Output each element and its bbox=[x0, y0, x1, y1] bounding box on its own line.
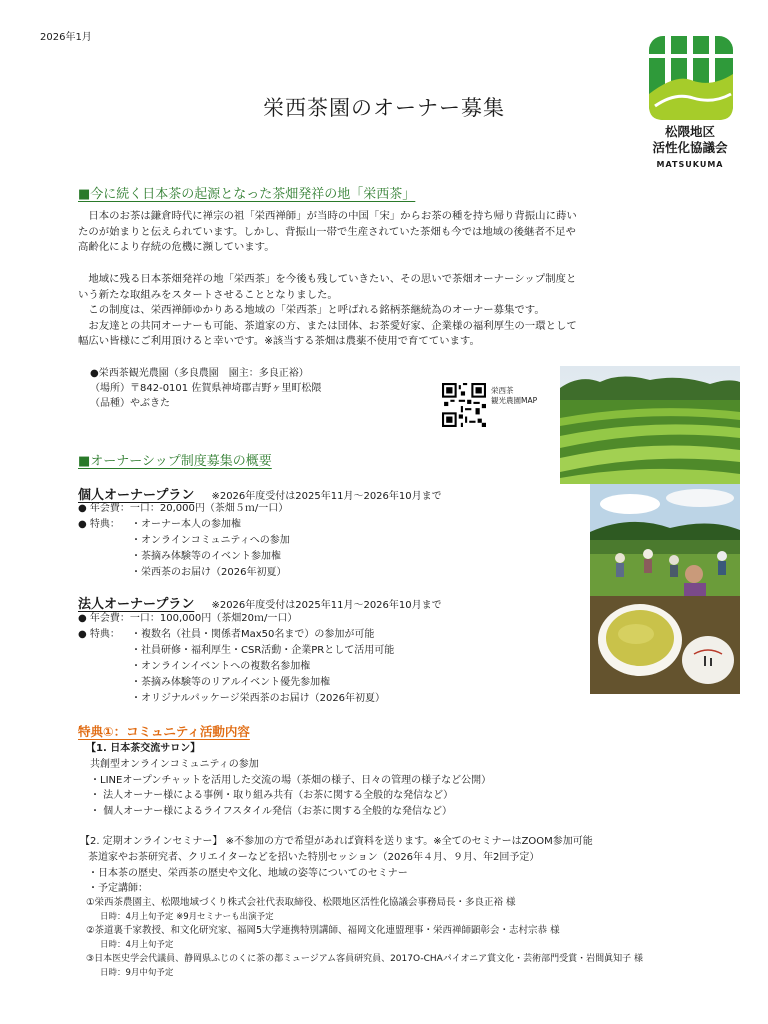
speaker-list bbox=[86, 896, 643, 980]
salon-line: ・LINEオープンチャットを活用した交流の場（茶畑の様子、日々の管理の様子など公開） bbox=[90, 774, 492, 786]
logo-sub: MATSUKUMA bbox=[656, 160, 724, 169]
purpose-line: いう新たな取組みをスタートさせることとなりました。 bbox=[78, 288, 338, 301]
qr-code[interactable] bbox=[442, 383, 486, 427]
section1-intro bbox=[78, 209, 698, 256]
tea-field-photo bbox=[560, 366, 740, 484]
section1-purpose bbox=[78, 272, 698, 350]
personal-benefits-label: ● 特典： bbox=[78, 519, 120, 530]
personal-plan-title: 個人オーナープラン bbox=[78, 488, 195, 503]
benefit-item: ・栄西茶のお届け（2026年初夏） bbox=[131, 567, 287, 578]
logo-line1: 松隈地区 bbox=[664, 124, 715, 139]
corporate-plan-note: ※2026年度受付は2025年11月～2026年10月まで bbox=[211, 600, 442, 611]
purpose-line: この制度は、栄西禅師ゆかりある地域の「栄西茶」と呼ばれる銘柄茶継続為のオーナー募集です。 bbox=[88, 304, 545, 316]
benefit-item: ・茶摘み体験等のイベント参加権 bbox=[131, 551, 281, 562]
corporate-plan-title: 法人オーナープラン bbox=[78, 597, 195, 612]
benefit-item: ・オーナー本人の参加権 bbox=[131, 519, 241, 530]
speaker-name: ②茶道裏千家教授、和文化研究家、福岡5大学連携特別講師、福岡文化連盟理事・栄西禅師顕彰会・志村宗恭 様 bbox=[86, 925, 560, 936]
benefit-item: ・茶摘み体験等のリアルイベント優先参加権 bbox=[131, 677, 331, 688]
map-label-line: 栄西茶 bbox=[491, 386, 514, 395]
corporate-plan bbox=[78, 593, 442, 612]
map-label-line: 観光農園MAP bbox=[491, 396, 538, 405]
benefit-item: ・オリジナルパッケージ栄西茶のお届け（2026年初夏） bbox=[131, 693, 386, 704]
benefit-item: ・オンラインコミュニティへの参加 bbox=[131, 535, 290, 546]
salon-title: 【1. 日本茶交流サロン】 bbox=[86, 743, 201, 754]
section3-heading: 特典①：コミュニティ活動内容 bbox=[78, 724, 250, 739]
map-label bbox=[491, 386, 537, 406]
personal-benefits bbox=[131, 517, 290, 581]
matsukuma-logo bbox=[645, 34, 737, 122]
personal-fee: ● 年会費：一口：20,000円（茶畑５ｍ/一口） bbox=[78, 503, 289, 514]
purpose-line: お友達との共同オーナーも可能、茶道家の方、または団体、お茶愛好家、企業様の福利厚生の一環として bbox=[88, 319, 577, 332]
speaker-name: ③日本医史学会代議員、静岡県ふじのくに茶の都ミュージアム客員研究員、2017O-CHAパイオニア賞文化・芸術部門受賞・岩間眞知子 様 bbox=[86, 954, 644, 964]
seminar-line: ・予定講師： bbox=[88, 883, 148, 894]
seminar-title-note: ※不参加の方で希望があれば資料を送ります。※全てのセミナーはZOOM参加可能 bbox=[225, 836, 593, 847]
corporate-benefits bbox=[131, 627, 394, 707]
section1-heading: ■今に続く日本茶の起源となった茶畑発祥の地「栄西茶」 bbox=[78, 187, 416, 202]
speaker-date: 日時：9月中旬予定 bbox=[100, 968, 174, 978]
intro-line: 日本のお茶は鎌倉時代に禅宗の祖「栄西禅師」が当時の中国「宋」からお茶の種を持ち帰り背振山に蒔い bbox=[88, 210, 577, 222]
tea-cup-photo bbox=[590, 596, 740, 694]
salon-line: ・ 法人オーナー様による事例・取り組み共有（お茶に関する全般的な発信など） bbox=[90, 790, 454, 801]
intro-line: たのが始まりと伝えられています。しかし、背振山一帯で生産されていた茶畑も今では地域の後継者不足や bbox=[78, 225, 576, 238]
farm-info bbox=[90, 366, 321, 411]
purpose-line: 幅広い皆様にご利用頂けると幸いです。※該当する茶畑は農薬不使用で育てています。 bbox=[78, 335, 480, 347]
salon-line: 共創型オンラインコミュニティの参加 bbox=[90, 759, 259, 770]
farm-variety: （品種）やぶきた bbox=[90, 398, 170, 409]
issue-date: 2026年1月 bbox=[40, 32, 92, 43]
benefit-item: ・オンラインイベントへの複数名参加権 bbox=[131, 661, 311, 672]
salon-details bbox=[90, 757, 491, 819]
farm-location: （場所）〒842-0101 佐賀県神埼郡吉野ヶ里町松隈 bbox=[90, 383, 322, 394]
speaker-date: 日時：4月上旬予定 ※9月セミナーも出演予定 bbox=[100, 912, 274, 922]
purpose-line: 地域に残る日本茶畑発祥の地「栄西茶」を今後も残していきたい、その思いで茶畑オーナーシップ制度と bbox=[88, 273, 577, 285]
page-title: 栄西茶園のオーナー募集 bbox=[263, 96, 505, 120]
seminar-line: 茶道家やお茶研究者、クリエイターなどを招いた特別セッション（2026年４月、９月、年2回予定） bbox=[88, 852, 540, 863]
tea-picking-photo bbox=[590, 484, 740, 596]
logo-line2: 活性化協議会 bbox=[652, 140, 728, 155]
corporate-fee: ● 年会費：一口：100,000円（茶畑20ｍ/一口） bbox=[78, 613, 298, 624]
section2-heading: ■オーナーシップ制度募集の概要 bbox=[78, 454, 272, 469]
intro-line: 高齢化により存続の危機に瀕しています。 bbox=[78, 241, 275, 253]
seminar-line: ・日本茶の歴史、栄西茶の歴史や文化、地域の姿等についてのセミナー bbox=[88, 867, 408, 879]
benefit-item: ・複数名（社員・関係者Max50名まで）の参加が可能 bbox=[131, 629, 375, 640]
corporate-benefits-label: ● 特典： bbox=[78, 629, 120, 640]
seminar-details bbox=[88, 850, 539, 897]
speaker-name: ①栄西茶農園主、松隈地域づくり株式会社代表取締役、松隈地区活性化協議会事務局長・多良正裕 様 bbox=[86, 897, 516, 908]
logo-text bbox=[628, 124, 752, 156]
benefit-item: ・社員研修・福利厚生・CSR活動・企業PRとして活用可能 bbox=[131, 645, 395, 656]
speaker-date: 日時：4月上旬予定 bbox=[100, 940, 174, 950]
salon-line: ・ 個人オーナー様によるライフスタイル発信（お茶に関する全般的な発信など） bbox=[90, 805, 452, 817]
seminar-header bbox=[80, 834, 593, 849]
seminar-title: 【2. 定期オンラインセミナー】 bbox=[80, 836, 223, 847]
personal-plan-note: ※2026年度受付は2025年11月～2026年10月まで bbox=[211, 491, 442, 502]
farm-name: ●栄西茶観光農園（多良農園 園主：多良正裕） bbox=[90, 368, 309, 379]
